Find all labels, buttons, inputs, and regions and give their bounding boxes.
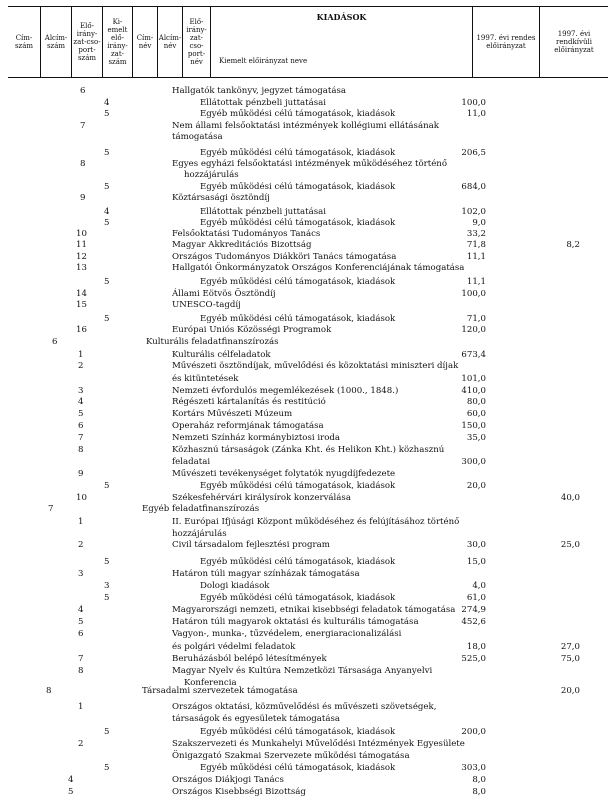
kiemelt-eloiranyzat-cell: 5	[104, 148, 110, 158]
rendes-value: 71,8	[466, 240, 486, 250]
rendes-value: 15,0	[466, 557, 486, 567]
item-name: Magyar Akkreditációs Bizottság	[172, 240, 312, 250]
rendes-value: 410,0	[461, 386, 486, 396]
table-row	[0, 617, 612, 628]
table-row	[0, 714, 612, 725]
rendes-value: 100,0	[461, 289, 486, 299]
table-row	[0, 109, 612, 120]
item-name: és polgári védelmi feladatok	[172, 642, 296, 652]
item-name: Közhasznú társaságok (Zánka Kht. és Helikon Kht.) közhasznú	[172, 445, 445, 455]
table-row	[0, 593, 612, 604]
rendes-value: 150,0	[461, 421, 486, 431]
table-row	[0, 433, 612, 444]
header-eloiranyzat-csoport-nev: Elő-irány-zat-cso-port-név	[183, 7, 211, 77]
item-name: Ellátottak pénzbeli juttatásai	[200, 98, 327, 108]
alcimszam-cell: 11	[76, 240, 87, 250]
item-name: Nemzeti Színház kormánybiztosi iroda	[172, 433, 341, 443]
table-row	[0, 517, 612, 528]
kiemelt-eloiranyzat-cell: 5	[104, 727, 110, 737]
item-name: Operaház reformjának támogatása	[172, 421, 324, 431]
table-row	[0, 469, 612, 480]
table-row	[0, 86, 612, 97]
table-row	[0, 557, 612, 568]
item-name: Művészeti ösztöndíjak, művelődési és közoktatási miniszteri díjak	[172, 361, 459, 371]
rendes-value: 11,0	[466, 109, 486, 119]
table-row	[0, 193, 612, 204]
alcimszam-cell: 8	[80, 159, 86, 169]
kiemelt-eloiranyzat-cell: 4	[104, 98, 110, 108]
table-row	[0, 409, 612, 420]
table-row	[0, 481, 612, 492]
header-kiemelt-eloiranyzat: Ki-emelt elő-irány-zat-szám	[103, 7, 133, 77]
alcimszam-cell: 1	[78, 517, 84, 527]
kiemelt-eloiranyzat-cell: 5	[104, 481, 110, 491]
item-name: Konferencia	[184, 678, 237, 688]
item-name: Civil társadalom fejlesztési program	[172, 540, 330, 550]
alcimszam-cell: 10	[76, 493, 87, 503]
rendes-value: 30,0	[466, 540, 486, 550]
item-name: Nem állami felsőoktatási intézmények kollégiumi ellátásának	[172, 121, 439, 131]
item-name: Egyéb működési célú támogatások, kiadások	[200, 218, 396, 228]
item-name: Országos Tudományos Diákköri Tanács támogatása	[172, 252, 397, 262]
kiemelt-eloiranyzat-cell: 5	[104, 314, 110, 324]
table-row	[0, 775, 612, 786]
alcimszam-cell: 1	[78, 702, 84, 712]
table-row	[0, 240, 612, 251]
alcimszam-cell: 2	[78, 739, 84, 749]
item-name: Országos Kisebbségi Bizottság	[172, 787, 306, 797]
item-name: Egyéb működési célú támogatások, kiadások	[200, 148, 396, 158]
rendkivuli-value: 25,0	[560, 540, 580, 550]
item-name: II. Európai Ifjúsági Központ működéséhez és felújításához történő	[172, 517, 460, 527]
item-name: Hallgatói Önkormányzatok Országos Konferenciájának támogatása	[172, 263, 465, 273]
item-name: Beruházásból belépő létesítmények	[172, 654, 327, 664]
item-name: Nemzeti évfordulós megemlékezések (1000., 1848.)	[172, 386, 399, 396]
rendkivuli-value: 75,0	[560, 654, 580, 664]
rendes-value: 11,1	[466, 252, 486, 262]
item-name: támogatása	[172, 132, 223, 142]
item-name: hozzájárulás	[184, 170, 239, 180]
alcimszam-cell: 14	[76, 289, 87, 299]
kiemelt-eloiranyzat-cell: 5	[104, 182, 110, 192]
item-name: Állami Eötvös Ösztöndíj	[172, 289, 276, 299]
header-rendkivuli: 1997. évi rendkívüli előirányzat	[554, 30, 594, 54]
table-row	[0, 605, 612, 616]
item-name: Egyéb működési célú támogatások, kiadások	[200, 277, 396, 287]
alcimszam-cell: 6	[78, 629, 84, 639]
rendkivuli-value: 40,0	[560, 493, 580, 503]
kiemelt-eloiranyzat-cell: 5	[104, 109, 110, 119]
rendes-value: 71,0	[466, 314, 486, 324]
rendes-value: 673,4	[461, 350, 486, 360]
table-row	[0, 751, 612, 762]
item-name: Országos Diákjogi Tanács	[172, 775, 284, 785]
item-name: Kulturális célfeladatok	[172, 350, 271, 360]
kiemelt-eloiranyzat-cell: 3	[104, 581, 110, 591]
table-row	[0, 629, 612, 640]
item-name: Köztársasági ösztöndíj	[172, 193, 270, 203]
alcimszam-cell: 7	[78, 654, 84, 664]
table-row	[0, 121, 612, 132]
item-name: Egyéb működési célú támogatások, kiadások	[200, 314, 396, 324]
rendes-value: 102,0	[461, 207, 486, 217]
item-name: Határon túli magyarok oktatási és kulturális támogatása	[172, 617, 419, 627]
alcimszam-cell: 3	[78, 386, 84, 396]
table-row	[0, 702, 612, 713]
alcimszam-cell: 9	[78, 469, 84, 479]
table-row	[0, 581, 612, 592]
table-row	[0, 361, 612, 372]
item-name: Magyarországi nemzeti, etnikai kisebbségi feladatok támogatása	[172, 605, 456, 615]
rendes-value: 18,0	[466, 642, 486, 652]
alcimszam-cell: 3	[78, 569, 84, 579]
rendes-value: 35,0	[466, 433, 486, 443]
table-row	[0, 218, 612, 229]
rendes-value: 274,9	[461, 605, 486, 615]
table-row	[0, 445, 612, 456]
item-name: Egyéb működési célú támogatások, kiadások	[200, 557, 396, 567]
item-name: Önigazgató Szakmai Szervezete működési támogatása	[172, 751, 410, 761]
item-name: Dologi kiadások	[200, 581, 270, 591]
table-row	[0, 229, 612, 240]
item-name: Egyéb működési célú támogatások, kiadások	[200, 481, 396, 491]
table-row	[0, 159, 612, 170]
alcimszam-cell: 10	[76, 229, 87, 239]
header-eloiranyzat-csoport: Elő-irány-zat-cso-port-szám	[72, 7, 103, 77]
alcimszam-cell: 7	[80, 121, 86, 131]
item-name: Egyéb működési célú támogatások, kiadások	[200, 727, 396, 737]
table-row	[0, 289, 612, 300]
alcimszam-cell: 16	[76, 325, 87, 335]
table-row	[0, 263, 612, 274]
table-row	[0, 337, 612, 348]
item-name: Régészeti kártalanítás és restitúció	[172, 397, 326, 407]
kiemelt-eloiranyzat-cell: 5	[104, 593, 110, 603]
table-row	[0, 763, 612, 774]
header-alcimnev: Alcím-név	[158, 7, 183, 77]
kiemelt-eloiranyzat-cell: 4	[104, 207, 110, 217]
item-name: hozzájárulás	[172, 529, 227, 539]
table-row	[0, 457, 612, 468]
item-name: Ellátottak pénzbeli juttatásai	[200, 207, 327, 217]
table-row	[0, 374, 612, 385]
alcimszam-cell: 5	[68, 787, 74, 797]
alcimszam-cell: 5	[78, 617, 84, 627]
alcimszam-cell: 8	[78, 445, 84, 455]
alcimszam-cell: 5	[78, 409, 84, 419]
alcimszam-cell: 4	[68, 775, 74, 785]
item-name: és kitüntetések	[172, 374, 239, 384]
rendes-value: 80,0	[466, 397, 486, 407]
alcimszam-cell: 6	[78, 421, 84, 431]
item-name: UNESCO-tagdíj	[172, 300, 241, 310]
kiemelt-eloiranyzat-cell: 5	[104, 218, 110, 228]
table-row	[0, 569, 612, 580]
rendes-value: 11,1	[466, 277, 486, 287]
kiemelt-eloiranyzat-cell: 5	[104, 557, 110, 567]
rendes-value: 9,0	[472, 218, 486, 228]
table-row	[0, 504, 612, 515]
table-row	[0, 148, 612, 159]
rendkivuli-value: 27,0	[560, 642, 580, 652]
alcimszam-cell: 6	[80, 86, 86, 96]
table-row	[0, 132, 612, 143]
rendes-value: 101,0	[461, 374, 486, 384]
alcimszam-cell: 15	[76, 300, 87, 310]
item-name: Felsőoktatási Tudományos Tanács	[172, 229, 321, 239]
header-kiemelt-nev: Kiemelt előirányzat neve	[219, 57, 308, 65]
header-cimszam: Cím-szám	[8, 7, 41, 77]
item-name: Egyéb feladatfinanszírozás	[142, 504, 260, 514]
rendes-value: 33,2	[466, 229, 486, 239]
table-row	[0, 386, 612, 397]
rendes-value: 60,0	[466, 409, 486, 419]
item-name: társaságok és egyesületek támogatása	[172, 714, 341, 724]
item-name: Hallgatók tankönyv, jegyzet támogatása	[172, 86, 347, 96]
rendkivuli-value: 8,2	[566, 240, 580, 250]
rendkivuli-value: 20,0	[560, 686, 580, 696]
item-name: Székesfehérvári királysírok konzerválása	[172, 493, 351, 503]
alcimszam-cell: 2	[78, 361, 84, 371]
item-name: Kulturális feladatfinanszírozás	[146, 337, 279, 347]
table-row	[0, 252, 612, 263]
table-row	[0, 529, 612, 540]
table-row	[0, 207, 612, 218]
header-rendes: 1997. évi rendes előirányzat	[473, 7, 540, 77]
alcimszam-cell: 1	[78, 350, 84, 360]
rendes-value: 303,0	[461, 763, 486, 773]
item-name: Kortárs Művészeti Múzeum	[172, 409, 293, 419]
item-name: Szakszervezeti és Munkahelyi Művelődési Intézmények Egyesülete	[172, 739, 465, 749]
rendes-value: 8,0	[472, 775, 486, 785]
kiemelt-eloiranyzat-cell: 5	[104, 763, 110, 773]
alcimszam-cell: 4	[78, 605, 84, 615]
table-row	[0, 325, 612, 336]
rendes-value: 4,0	[472, 581, 486, 591]
header-kiadasok-cell	[211, 7, 473, 77]
table-row	[0, 493, 612, 504]
table-row	[0, 739, 612, 750]
table-row	[0, 787, 612, 798]
table-row	[0, 727, 612, 738]
alcimszam-cell: 8	[78, 666, 84, 676]
rendes-value: 8,0	[472, 787, 486, 797]
item-name: Egyes egyházi felsőoktatási intézmények működéséhez történő	[172, 159, 447, 169]
header-alcimszam: Alcím-szám	[41, 7, 72, 77]
item-name: Társadalmi szervezetek támogatása	[142, 686, 298, 696]
table-row	[0, 654, 612, 665]
cimszam-cell: 8	[46, 686, 52, 696]
rendes-value: 120,0	[461, 325, 486, 335]
item-name: Magyar Nyelv és Kultúra Nemzetközi Társasága Anyanyelvi	[172, 666, 433, 676]
table-row	[0, 540, 612, 551]
alcimszam-cell: 12	[76, 252, 87, 262]
rendes-value: 452,6	[461, 617, 486, 627]
table-row	[0, 397, 612, 408]
rendes-value: 200,0	[461, 727, 486, 737]
rendes-value: 525,0	[461, 654, 486, 664]
cimszam-cell: 6	[52, 337, 58, 347]
rendes-value: 684,0	[461, 182, 486, 192]
rendes-value: 20,0	[466, 481, 486, 491]
table-row	[0, 300, 612, 311]
cimszam-cell: 7	[48, 504, 54, 514]
alcimszam-cell: 4	[78, 397, 84, 407]
rendes-value: 300,0	[461, 457, 486, 467]
header-kiadasok: KIADÁSOK	[316, 12, 367, 22]
header-cimnev: Cím-név	[133, 7, 158, 77]
rendes-value: 206,5	[461, 148, 486, 158]
table-row	[0, 666, 612, 677]
item-name: Művészeti tevékenységet folytatók nyugdíjfedezete	[172, 469, 396, 479]
table-row	[0, 182, 612, 193]
item-name: Egyéb működési célú támogatások, kiadások	[200, 109, 396, 119]
table-row	[0, 277, 612, 288]
item-name: Határon túli magyar színházak támogatása	[172, 569, 360, 579]
alcimszam-cell: 9	[80, 193, 86, 203]
table-row	[0, 98, 612, 109]
item-name: Országos oktatási, közművelődési és művészeti szövetségek,	[172, 702, 437, 712]
table-row	[0, 314, 612, 325]
alcimszam-cell: 2	[78, 540, 84, 550]
kiemelt-eloiranyzat-cell: 5	[104, 277, 110, 287]
alcimszam-cell: 7	[78, 433, 84, 443]
item-name: feladatai	[172, 457, 211, 467]
alcimszam-cell: 13	[76, 263, 87, 273]
item-name: Egyéb működési célú támogatások, kiadások	[200, 182, 396, 192]
item-name: Egyéb működési célú támogatások, kiadások	[200, 593, 396, 603]
table-row	[0, 642, 612, 653]
item-name: Európai Uniós Közösségi Programok	[172, 325, 332, 335]
rendes-value: 61,0	[466, 593, 486, 603]
table-row	[0, 421, 612, 432]
table-row	[0, 350, 612, 361]
item-name: Egyéb működési célú támogatások, kiadások	[200, 763, 396, 773]
table-header	[8, 6, 608, 78]
item-name: Vagyon-, munka-, tűzvédelem, energiaracionalizálási	[172, 629, 402, 639]
table-row	[0, 170, 612, 181]
table-row	[0, 686, 612, 697]
rendes-value: 100,0	[461, 98, 486, 108]
